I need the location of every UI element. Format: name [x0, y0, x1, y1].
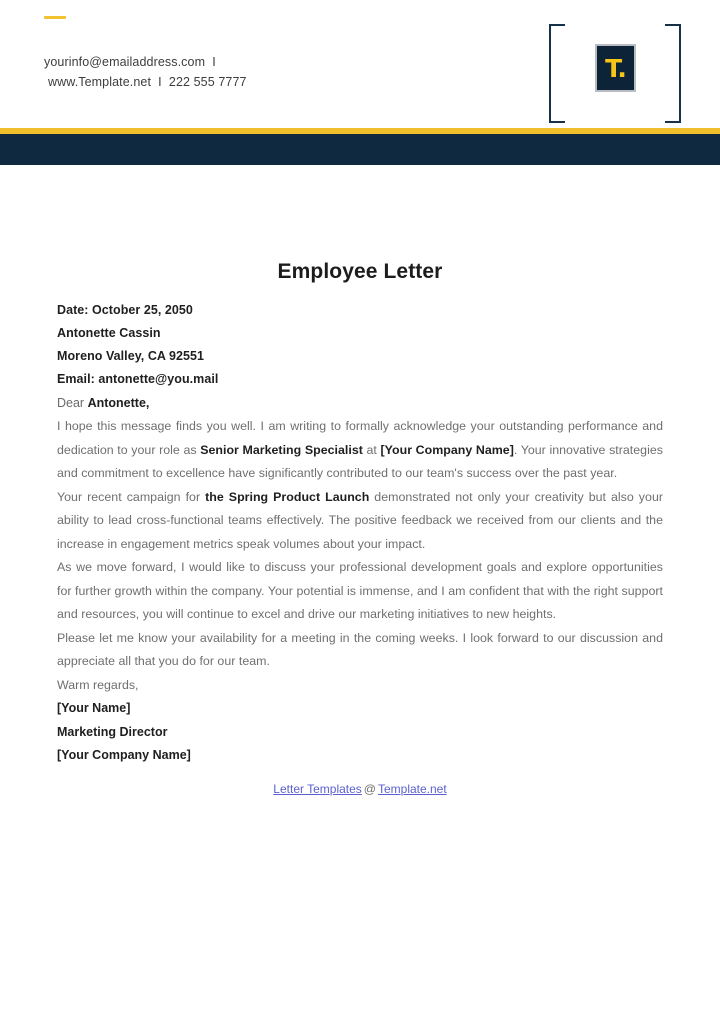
navy-header-bar [0, 134, 720, 165]
logo-frame [549, 24, 681, 123]
meta-recipient-email: Email: antonette@you.mail [57, 372, 219, 386]
emphasis-text: [Your Company Name] [380, 442, 514, 457]
signature-block [57, 697, 663, 768]
footer-separator: @ [363, 781, 376, 796]
template-net-link[interactable]: Template.net [377, 781, 447, 796]
salutation-name: Antonette, [87, 396, 150, 410]
contact-email-line: yourinfo@emailaddress.com I [44, 55, 216, 69]
signature-name: [Your Name] [57, 701, 131, 715]
body-paragraph [57, 486, 663, 557]
letter-sheet [0, 165, 720, 796]
bracket-right-icon [665, 24, 681, 123]
signature-title: Marketing Director [57, 724, 168, 739]
accent-dash-icon [44, 16, 66, 19]
salutation-greeting: Dear [57, 396, 88, 410]
body-paragraph [57, 415, 663, 486]
letterhead [0, 0, 720, 128]
emphasis-text: Senior Marketing Specialist [200, 442, 363, 457]
logo-tile [595, 44, 636, 92]
meta-recipient-name: Antonette Cassin [57, 326, 161, 340]
letter-content [57, 299, 663, 796]
emphasis-text: the Spring Product Launch [205, 489, 370, 504]
bracket-left-icon [549, 24, 565, 123]
closing-line: Warm regards, [57, 677, 139, 692]
paragraph-text: at [362, 442, 381, 457]
paragraph-text: As we move forward, I would like to discuss your professional development goals and explore opportunities for further growth within the company. Your potential is immense, and I am confident that with the right support and resources, you will continue to excel and drive our marketing initiatives to new heights. [57, 560, 663, 621]
contact-info-block [44, 52, 247, 92]
body-paragraph [57, 627, 663, 674]
footer-credit [57, 782, 663, 796]
letter-body [57, 415, 663, 674]
recipient-meta-block [57, 299, 663, 391]
paragraph-text: Please let me know your availability for a meeting in the coming weeks. I look forward to our discussion and appreciate all that you do for our team. [57, 630, 663, 668]
page-title: Employee Letter [277, 260, 443, 283]
paragraph-text: I hope this message finds you well. I am writing to formally acknowledge your outstanding performance and dedication to your role as [57, 419, 663, 457]
paragraph-text: demonstrated not only your creativity but also your ability to lead cross-functional teams effectively. The positive feedback we received from our clients and the increase in engagement metrics speak volumes about your impact. [57, 489, 663, 551]
paragraph-text: Your recent campaign for [57, 489, 206, 504]
logo-monogram: T. [605, 53, 626, 83]
paragraph-text: . Your innovative strategies and commitment to excellence have significantly contributed to our team's success over the past year. [57, 442, 663, 480]
letter-templates-link[interactable]: Letter Templates [273, 781, 362, 796]
meta-recipient-address: Moreno Valley, CA 92551 [57, 349, 205, 363]
contact-web-phone-line: www.Template.net I 222 555 7777 [48, 75, 247, 89]
meta-date: Date: October 25, 2050 [57, 303, 193, 317]
body-paragraph [57, 556, 663, 627]
salutation [57, 392, 663, 415]
signature-company: [Your Company Name] [57, 748, 191, 762]
